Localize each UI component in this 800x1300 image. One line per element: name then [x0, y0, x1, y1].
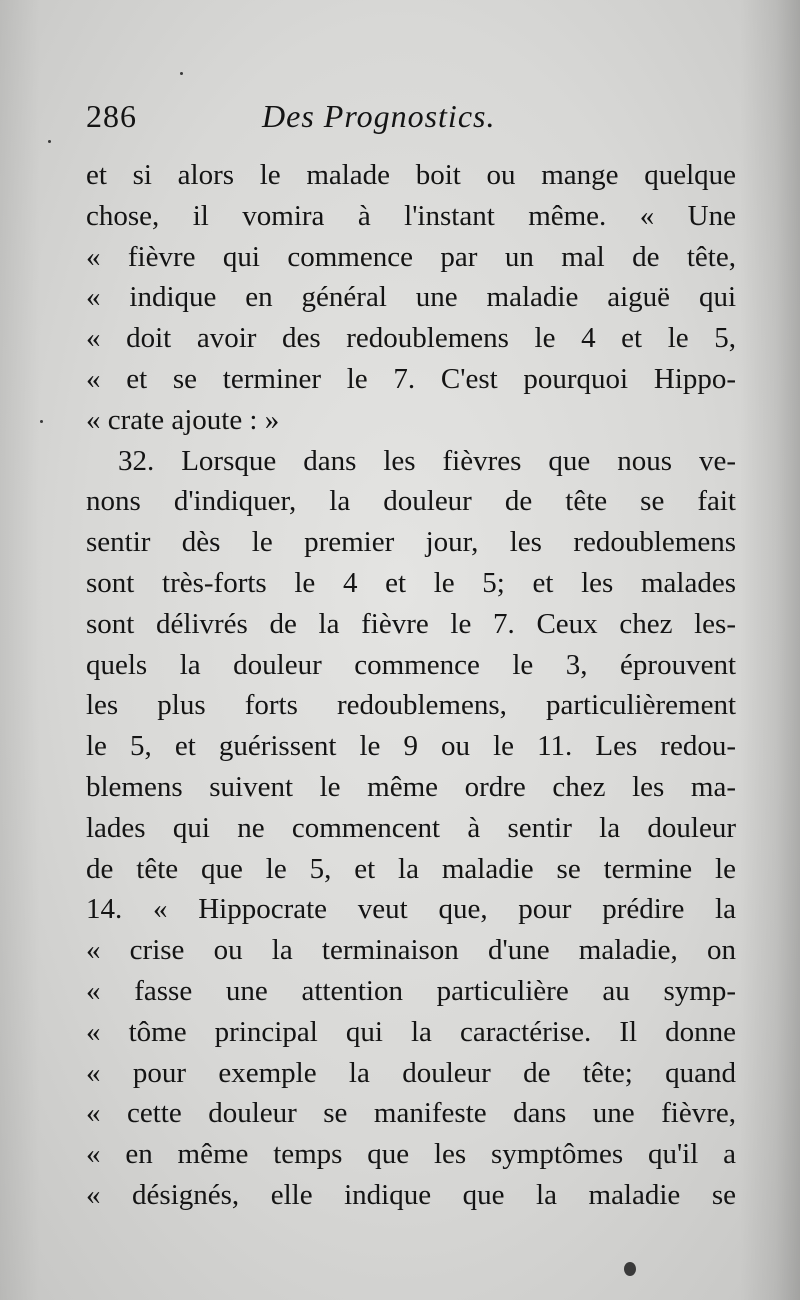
text-line: sont délivrés de la fièvre le 7. Ceux chez les-	[86, 607, 736, 640]
text-line: « crise ou la terminaison d'une maladie, on	[86, 934, 736, 967]
text-line: nons d'indiquer, la douleur de tête se fait	[86, 485, 736, 518]
text-line: « fièvre qui commence par un mal de tête,	[86, 240, 736, 273]
ink-speck	[48, 140, 51, 143]
text-line: chose, il vomira à l'instant même. « Une	[86, 199, 736, 232]
body-text	[86, 155, 736, 1216]
text-line: sont très-forts le 4 et le 5; et les malades	[86, 566, 736, 599]
running-title: Des Prognostics.	[262, 98, 496, 134]
ink-speck	[180, 72, 183, 75]
text-line: « et se terminer le 7. C'est pourquoi Hippo-	[86, 362, 736, 395]
page-edge-shadow	[740, 0, 800, 1300]
text-line: de tête que le 5, et la maladie se termine le	[86, 852, 736, 885]
text-line: 14. « Hippocrate veut que, pour prédire la	[86, 893, 736, 926]
page-number: 286	[86, 98, 137, 134]
text-line: lades qui ne commencent à sentir la douleur	[86, 811, 736, 844]
text-line: « indique en général une maladie aiguë qui	[86, 281, 736, 314]
text-line: et si alors le malade boit ou mange quelque	[86, 159, 736, 191]
ink-speck	[40, 420, 43, 423]
text-line: le 5, et guérissent le 9 ou le 11. Les redou-	[86, 730, 736, 763]
ink-speck	[624, 1262, 636, 1276]
text-line: les plus forts redoublemens, particulièrement	[86, 689, 736, 722]
text-line: « fasse une attention particulière au symp-	[86, 974, 736, 1007]
text-line: « crate ajoute : »	[86, 403, 280, 436]
text-line: « tôme principal qui la caractérise. Il donne	[86, 1015, 736, 1048]
running-head	[86, 92, 546, 148]
text-line: « doit avoir des redoublemens le 4 et le 5,	[86, 322, 736, 355]
text-line: « cette douleur se manifeste dans une fièvre,	[86, 1097, 736, 1130]
page-gutter-shadow	[0, 0, 40, 1300]
text-line: « désignés, elle indique que la maladie se	[86, 1178, 736, 1211]
text-line: sentir dès le premier jour, les redoublemens	[86, 526, 736, 559]
text-line: blemens suivent le même ordre chez les ma-	[86, 770, 736, 803]
text-line: « en même temps que les symptômes qu'il a	[86, 1138, 736, 1171]
text-line: « pour exemple la douleur de tête; quand	[86, 1056, 736, 1089]
paragraph-start-line: 32. Lorsque dans les fièvres que nous ve-	[118, 444, 736, 477]
text-line: quels la douleur commence le 3, éprouvent	[86, 648, 736, 681]
